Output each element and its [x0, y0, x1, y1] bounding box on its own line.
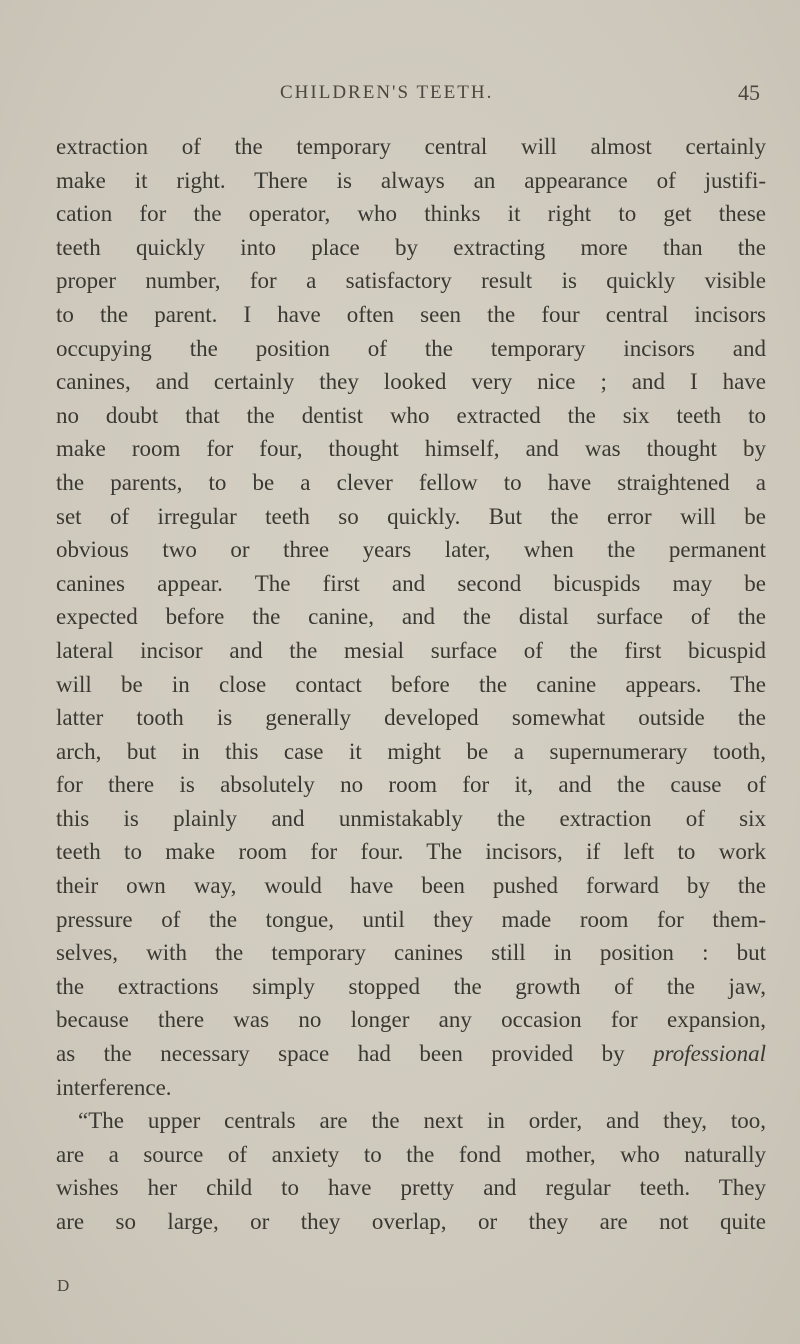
- text-line: “The upper centrals are the next in order, and they, too,: [78, 1108, 766, 1134]
- text-line: pressure of the tongue, until they made room for them-: [56, 906, 766, 932]
- running-title: CHILDREN'S TEETH.: [280, 82, 494, 103]
- text-line: proper number, for a satisfactory result is quickly visible: [56, 268, 766, 294]
- page-number: 45: [738, 80, 760, 105]
- text-line: wishes her child to have pretty and regular teeth. They: [56, 1175, 766, 1201]
- text-line: latter tooth is generally developed somewhat outside the: [56, 705, 766, 731]
- text-line: lateral incisor and the mesial surface of the first bicuspid: [56, 637, 766, 663]
- text-line: set of irregular teeth so quickly. But the error will be: [56, 503, 766, 529]
- text-line: the extractions simply stopped the growth of the jaw,: [56, 973, 766, 999]
- text-line: will be in close contact before the canine appears. The: [56, 671, 766, 697]
- text-line: make it right. There is always an appearance of justifi-: [56, 167, 766, 193]
- text-line: arch, but in this case it might be a supernumerary tooth,: [56, 738, 766, 764]
- text-line: this is plainly and unmistakably the extraction of six: [56, 805, 766, 831]
- text-line: as the necessary space had been provided by professional: [56, 1041, 766, 1067]
- text-line: expected before the canine, and the distal surface of the: [56, 604, 766, 630]
- text-line: teeth quickly into place by extracting more than the: [56, 234, 766, 260]
- text-line: cation for the operator, who thinks it right to get these: [56, 201, 766, 227]
- text-line: selves, with the temporary canines still in position : but: [56, 940, 766, 966]
- running-head: [0, 82, 800, 112]
- text-line: canines appear. The first and second bicuspids may be: [56, 570, 766, 596]
- text-line: interference.: [56, 1074, 172, 1100]
- signature-mark: D: [57, 1276, 70, 1295]
- text-line: are so large, or they overlap, or they are not quite: [56, 1209, 766, 1234]
- text-line: canines, and certainly they looked very nice ; and I have: [56, 369, 766, 395]
- text-line: no doubt that the dentist who extracted the six teeth to: [56, 402, 766, 428]
- text-line: their own way, would have been pushed forward by the: [56, 873, 766, 899]
- text-line: obvious two or three years later, when the permanent: [56, 537, 766, 563]
- text-line: occupying the position of the temporary incisors and: [56, 335, 766, 361]
- text-line: for there is absolutely no room for it, and the cause of: [56, 772, 766, 798]
- text-line: the parents, to be a clever fellow to have straightened a: [56, 469, 766, 495]
- italic-emphasis: professional: [653, 1041, 766, 1067]
- text-line: are a source of anxiety to the fond mother, who naturally: [56, 1141, 766, 1167]
- text-line: teeth to make room for four. The incisors, if left to work: [56, 839, 766, 865]
- text-line: to the parent. I have often seen the four central incisors: [56, 301, 766, 327]
- body-text: [56, 130, 766, 1239]
- text-line: extraction of the temporary central will almost certainly: [56, 134, 766, 159]
- text-line: because there was no longer any occasion for expansion,: [56, 1007, 766, 1033]
- text-line: make room for four, thought himself, and was thought by: [56, 436, 766, 462]
